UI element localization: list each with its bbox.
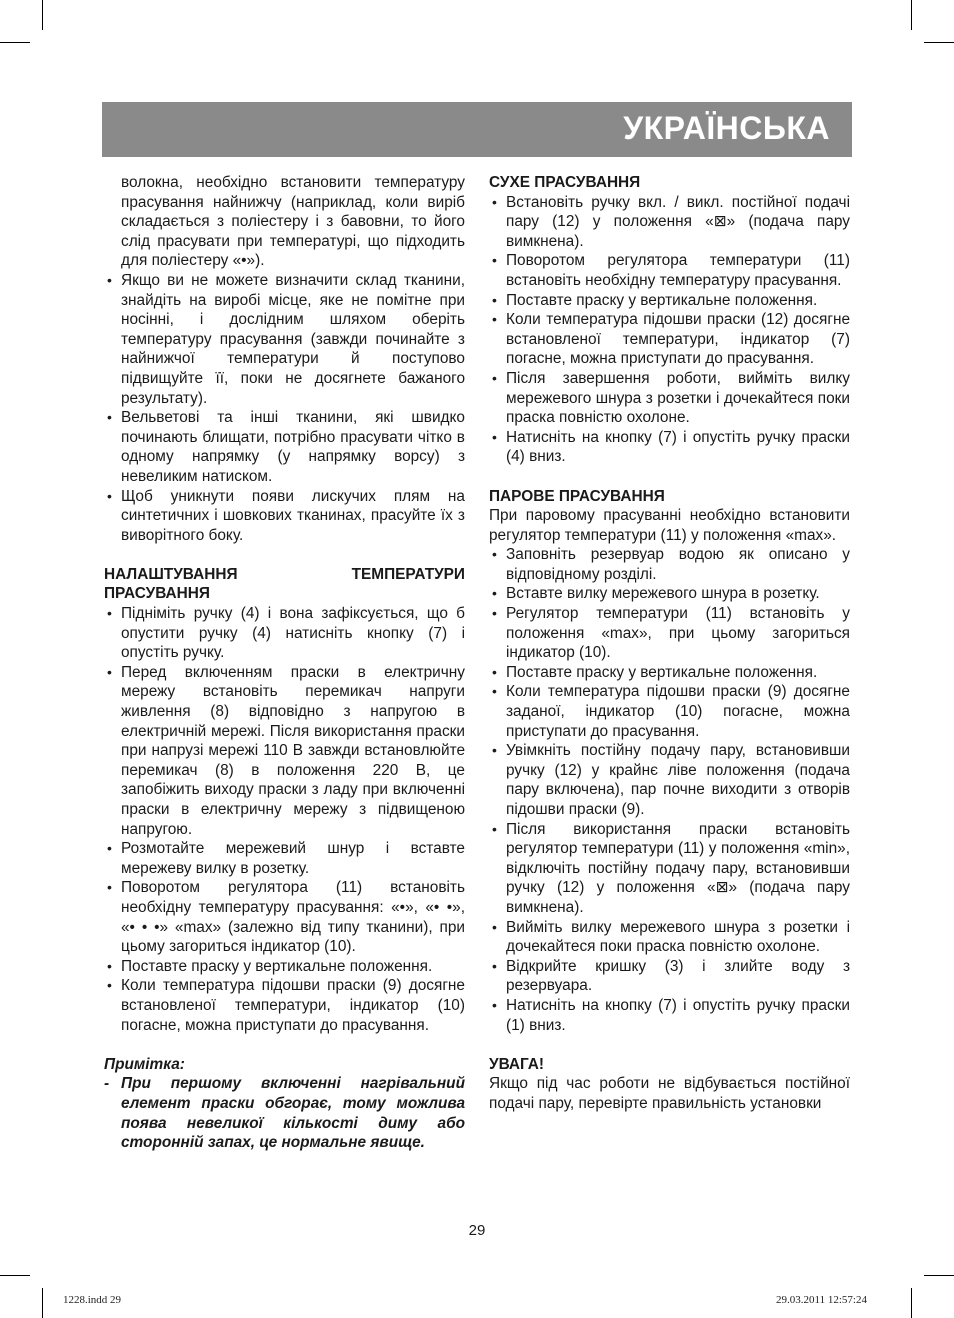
bullet-icon: •	[107, 271, 112, 288]
bullet-icon: •	[492, 663, 497, 680]
bullet-icon: •	[492, 546, 497, 563]
list-item: • Коли температура підошви праски (9) досягне заданої, індикатор (10) погасне, можна приступати до прасування.	[492, 683, 850, 740]
list-item: • Коли температура підошви праски (12) досягне встановленої температури, індикатор (7) погасне, можна приступати до прасування.	[492, 311, 850, 368]
bullet-icon: •	[492, 311, 497, 328]
bullet-icon: •	[107, 487, 112, 504]
bullet-icon: •	[492, 957, 497, 974]
bullet-icon: •	[492, 369, 497, 386]
intro-paragraph: волокна, необхідно встановити температуру прасування найнижчу (наприклад, коли виріб складається з поліестеру і з бавовни, то його слід прасувати при температурі, що підходить для поліестеру «•»).	[121, 174, 465, 270]
bullet-icon: •	[492, 996, 497, 1013]
list-item: • Вельветові та інші тканини, які швидко починають блищати, потрібно прасувати чітко в одному напрямку (у напрямку ворсу) з невеликим натиском.	[107, 409, 465, 485]
section-heading-warning: УВАГА!	[489, 1055, 545, 1073]
bullet-icon: •	[107, 409, 112, 426]
list-item: • Заповніть резервуар водою як описано у відповідному розділі.	[492, 546, 850, 583]
list-item: • Регулятор температури (11) встановіть у положення «max», при цьому загориться індикатор (10).	[492, 605, 850, 662]
warning-text: Якщо під час роботи не відбувається постійної подачі пару, перевірте правильність установки	[489, 1075, 850, 1112]
bullet-icon: •	[492, 742, 497, 759]
section-heading-dry-ironing: СУХЕ ПРАСУВАННЯ	[489, 174, 641, 191]
steam-intro: При паровому прасуванні необхідно встановити регулятор температури (11) у положення «max».	[489, 507, 850, 544]
list-item: • Натисніть на кнопку (7) і опустіть ручку праски (4) вниз.	[492, 428, 850, 466]
list-item: • Перед включенням праски в електричну мережу встановіть перемикач напруги живлення (8) відповідно з напругою в електричній мережі. Після використання праски при напрузі мережі 110 В завжди встановлюйте перемикач (8) в положення 220 В, це запобіжить виходу праски з ладу при включенні праски в електричну мережу з підвищеною напругою.	[107, 663, 465, 838]
page-number: 29	[468, 1222, 486, 1239]
language-header-bar	[102, 102, 852, 157]
list-item: • Відкрийте кришку (3) і злийте воду з резервуара.	[492, 957, 850, 995]
list-item: • Вставте вилку мережевого шнура в розетку.	[492, 585, 820, 603]
temperature-setup-list	[104, 604, 465, 1035]
language-title: УКРАЇНСЬКА	[623, 110, 830, 146]
bullet-icon: •	[107, 879, 112, 896]
list-item: • Натисніть на кнопку (7) і опустіть ручку праски (1) вниз.	[492, 996, 850, 1034]
fabric-tips-list	[104, 271, 465, 545]
crop-mark	[42, 1288, 43, 1318]
list-item: • Після використання праски встановіть регулятор температури (11) у положення «min», відключіть постійну подачу пару, встановивши ручку (12) у положення «⊠» (подача пару вимкнена).	[492, 820, 850, 916]
steam-ironing-list	[489, 545, 850, 1035]
dry-ironing-list	[489, 193, 850, 467]
list-item: • Коли температура підошви праски (9) досягне встановленої температури, індикатор (10) погасне, можна приступати до прасування.	[107, 977, 465, 1034]
bullet-icon: •	[492, 193, 497, 210]
bullet-icon: •	[107, 957, 112, 974]
crop-mark	[911, 0, 912, 30]
list-item: • Поставте праску у вертикальне положення.	[492, 663, 818, 681]
list-item: • Щоб уникнути появи лискучих плям на синтетичних і шовкових тканинах, прасуйте їх з виворітного боку.	[107, 487, 465, 544]
bullet-icon: •	[492, 605, 497, 622]
list-item: • Поставте праску у вертикальне положення.	[107, 957, 433, 975]
note-heading: Примітка:	[104, 1055, 185, 1073]
crop-mark	[924, 1275, 954, 1276]
list-item: • Розмотайте мережевий шнур і вставте мережеву вилку в розетку.	[107, 840, 465, 877]
list-item: • Підніміть ручку (4) і вона зафіксується, що б опустити ручку (4) натисніть кнопку (7) і опустіть ручку.	[107, 605, 465, 662]
bullet-icon: •	[492, 585, 497, 602]
bullet-icon: •	[492, 252, 497, 269]
footer-file: 1228.indd 29	[63, 1294, 122, 1306]
bullet-icon: •	[107, 840, 112, 857]
list-item: • Встановіть ручку вкл. / викл. постійної подачі пару (12) у положення «⊠» (подача пару вимкнена).	[492, 193, 850, 250]
bullet-icon: •	[492, 820, 497, 837]
bullet-icon: •	[492, 683, 497, 700]
list-item: • Вийміть вилку мережевого шнура з розетки і дочекайтеся поки праска повністю охолоне.	[492, 918, 850, 956]
bullet-icon: •	[107, 977, 112, 994]
list-item: • Поставте праску у вертикальне положення.	[492, 291, 818, 309]
list-item: • Увімкніть постійну подачу пару, встановивши ручку (12) у крайнє ліве положення (подача пару включена), пар почне виходити з отворів підошви праски (9).	[492, 742, 850, 818]
crop-mark	[924, 42, 954, 43]
footer-timestamp: 29.03.2011 12:57:24	[776, 1294, 867, 1306]
list-item: • Поворотом регулятора температури (11) встановіть необхідну температуру прасування.	[492, 252, 850, 289]
crop-mark	[0, 1275, 30, 1276]
bullet-icon: •	[492, 428, 497, 445]
bullet-icon: •	[107, 605, 112, 622]
right-column	[489, 173, 850, 1114]
list-item: • Поворотом регулятора (11) встановіть необхідну температуру прасування: «•», «• •», «• • •» «max» (залежно від типу тканини), при цьому загориться індикатор (10).	[107, 879, 465, 956]
section-heading-steam-ironing: ПАРОВЕ ПРАСУВАННЯ	[489, 487, 665, 505]
bullet-icon: •	[107, 663, 112, 680]
crop-mark	[0, 42, 30, 43]
note-text: - При першому включенні нагрівальний елемент праски обгорає, тому можлива поява невеликої кількості диму або сторонній запах, це нормальне явище.	[104, 1075, 465, 1152]
bullet-icon: •	[492, 918, 497, 935]
note-dash: -	[104, 1075, 110, 1093]
bullet-icon: •	[492, 291, 497, 308]
list-item: • Якщо ви не можете визначити склад тканини, знайдіть на виробі місце, яке не помітне при носінні, і дослідним шляхом оберіть температуру прасування (завжди починайте з найнижчої температури й поступово підвищуйте її, поки не досягнете бажаного результату).	[107, 271, 465, 407]
section-heading-temperature: НАЛАШТУВАННЯ ТЕМПЕРАТУРИ ПРАСУВАННЯ	[104, 565, 465, 603]
crop-mark	[911, 1288, 912, 1318]
left-column	[104, 173, 465, 1153]
list-item: • Після завершення роботи, вийміть вилку мережевого шнура з розетки і дочекайтеся поки праска повністю охолоне.	[492, 369, 850, 427]
crop-mark	[42, 0, 43, 30]
